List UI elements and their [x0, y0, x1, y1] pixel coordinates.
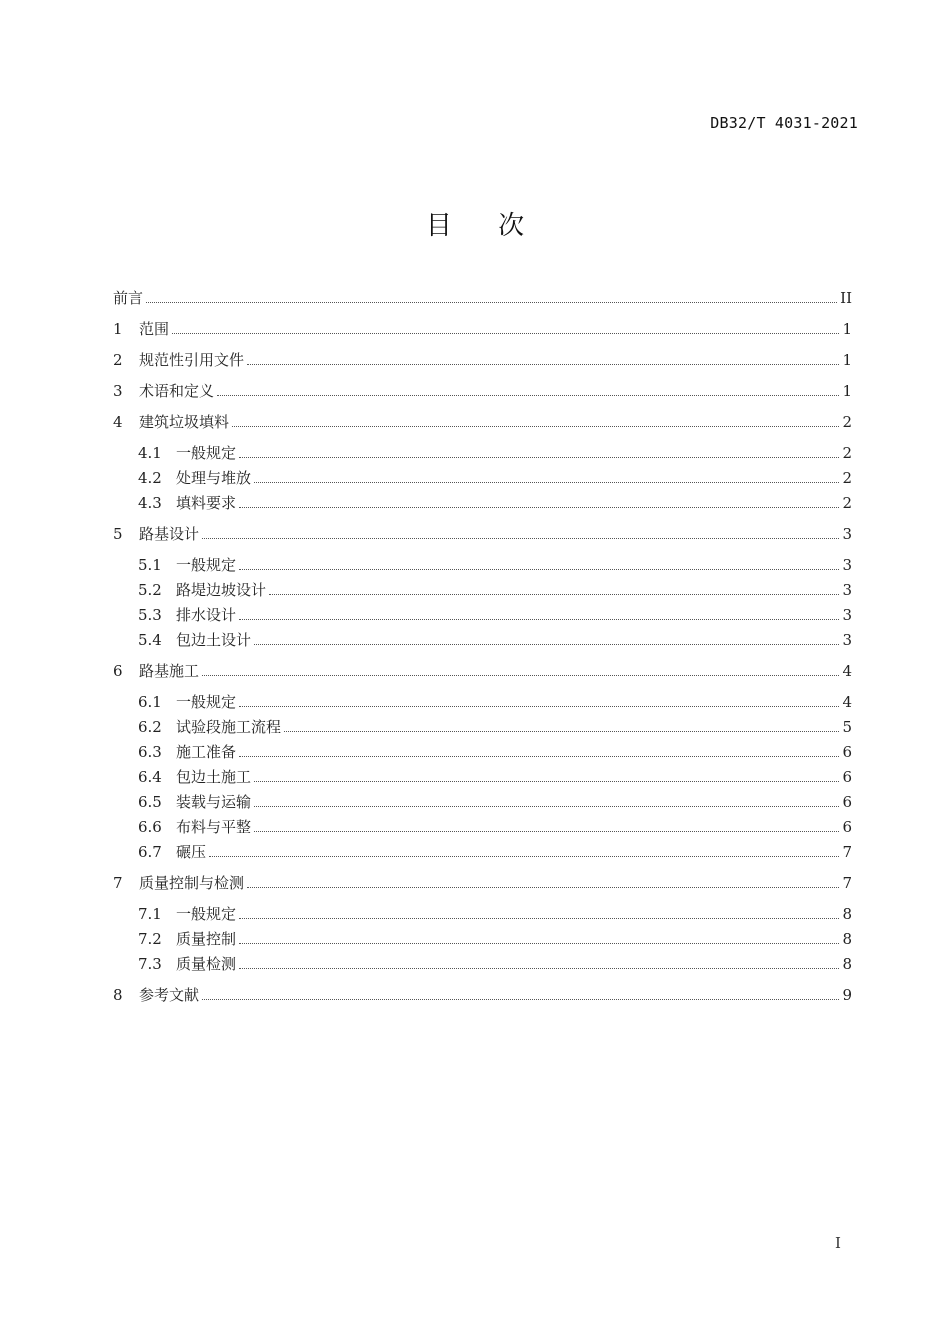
toc-entry-number: 7.2 — [138, 930, 162, 948]
toc-entry-label: 质量检测 — [176, 955, 237, 973]
toc-entry[interactable] — [138, 953, 852, 975]
toc-entry-number: 6.3 — [138, 743, 162, 761]
toc-entry-label: 一般规定 — [176, 693, 237, 711]
toc-entry-number: 6.2 — [138, 718, 162, 736]
toc-entry-page: 6 — [842, 743, 852, 761]
toc-entry-label: 试验段施工流程 — [176, 718, 282, 736]
toc-entry-number: 5 — [113, 525, 123, 543]
toc-entry[interactable] — [138, 791, 852, 813]
toc-entry-page: 4 — [842, 693, 852, 711]
toc-entry[interactable] — [138, 766, 852, 788]
toc-entry-number: 1 — [113, 320, 123, 338]
toc-entry-page: 7 — [842, 843, 852, 861]
toc-entry-label: 路基施工 — [139, 662, 200, 680]
toc-entry-number: 6.1 — [138, 693, 162, 711]
toc-entry-page: 8 — [842, 905, 852, 923]
toc-dot-leader — [254, 806, 839, 807]
toc-entry-page: 6 — [842, 818, 852, 836]
toc-entry-label: 建筑垃圾填料 — [139, 413, 230, 431]
toc-entry-page: 3 — [842, 525, 852, 543]
toc-dot-leader — [254, 781, 839, 782]
toc-dot-leader — [239, 569, 839, 570]
toc-entry-page: 8 — [842, 955, 852, 973]
toc-entry-page: 7 — [842, 874, 852, 892]
toc-dot-leader — [172, 333, 839, 334]
toc-entry[interactable] — [138, 691, 852, 713]
page-title-char-1: 目 — [425, 211, 452, 241]
toc-dot-leader — [239, 457, 839, 458]
toc-entry[interactable] — [138, 816, 852, 838]
toc-entry-number: 4 — [113, 413, 123, 431]
toc-entry[interactable] — [113, 523, 852, 545]
toc-dot-leader — [202, 675, 839, 676]
toc-entry-label: 包边土施工 — [176, 768, 252, 786]
toc-entry-page: 6 — [842, 793, 852, 811]
toc-entry-number: 7.1 — [138, 905, 162, 923]
toc-entry-label: 一般规定 — [176, 905, 237, 923]
toc-entry-page: 5 — [842, 718, 852, 736]
toc-entry-label: 排水设计 — [176, 606, 237, 624]
toc-dot-leader — [269, 594, 839, 595]
toc-entry-label: 质量控制 — [176, 930, 237, 948]
toc-entry-label: 参考文献 — [139, 986, 200, 1004]
toc-entry-number: 5.3 — [138, 606, 162, 624]
toc-entry-page: 2 — [842, 444, 852, 462]
toc-entry-label: 包边土设计 — [176, 631, 252, 649]
toc-entry-label: 一般规定 — [176, 556, 237, 574]
toc-dot-leader — [239, 706, 839, 707]
toc-entry-label: 范围 — [139, 320, 170, 338]
toc-entry-number: 3 — [113, 382, 123, 400]
toc-entry-page: 3 — [842, 606, 852, 624]
toc-entry-page: 1 — [842, 351, 852, 369]
toc-entry-page: 6 — [842, 768, 852, 786]
toc-entry-page: 2 — [842, 494, 852, 512]
toc-entry-number: 4.1 — [138, 444, 162, 462]
toc-entry-label: 碾压 — [176, 843, 207, 861]
toc-entry-number: 6.4 — [138, 768, 162, 786]
toc-entry-page: II — [840, 289, 852, 307]
toc-entry-number: 4.3 — [138, 494, 162, 512]
toc-dot-leader — [232, 426, 839, 427]
toc-entry-label: 装载与运输 — [176, 793, 252, 811]
toc-entry[interactable] — [113, 287, 852, 309]
toc-entry-label: 路基设计 — [139, 525, 200, 543]
toc-entry-number: 6.5 — [138, 793, 162, 811]
toc-entry-label: 路堤边坡设计 — [176, 581, 267, 599]
toc-entry[interactable] — [138, 741, 852, 763]
toc-entry-number: 7 — [113, 874, 123, 892]
toc-entry[interactable] — [113, 984, 852, 1006]
toc-entry-number: 6.6 — [138, 818, 162, 836]
toc-entry-label: 一般规定 — [176, 444, 237, 462]
toc-entry[interactable] — [138, 604, 852, 626]
toc-dot-leader — [284, 731, 839, 732]
toc-entry-label: 施工准备 — [176, 743, 237, 761]
toc-entry-label: 规范性引用文件 — [139, 351, 245, 369]
toc-entry[interactable] — [138, 928, 852, 950]
toc-entry-label: 填料要求 — [176, 494, 237, 512]
toc-dot-leader — [202, 999, 839, 1000]
toc-entry[interactable] — [138, 579, 852, 601]
toc-dot-leader — [239, 507, 839, 508]
toc-entry-label: 前言 — [113, 289, 144, 307]
toc-entry-number: 4.2 — [138, 469, 162, 487]
toc-entry-number: 5.4 — [138, 631, 162, 649]
toc-dot-leader — [146, 302, 837, 303]
toc-entry-page: 8 — [842, 930, 852, 948]
toc-entry-page: 1 — [842, 382, 852, 400]
toc-entry-number: 5.2 — [138, 581, 162, 599]
page-title-char-2: 次 — [498, 211, 525, 241]
page-number: I — [835, 1234, 841, 1252]
toc-entry[interactable] — [113, 318, 852, 340]
toc-dot-leader — [239, 756, 839, 757]
toc-dot-leader — [202, 538, 839, 539]
toc-entry-page: 2 — [842, 469, 852, 487]
toc-entry[interactable] — [113, 872, 852, 894]
toc-entry[interactable] — [138, 716, 852, 738]
toc-entry-number: 5.1 — [138, 556, 162, 574]
toc-entry-label: 处理与堆放 — [176, 469, 252, 487]
toc-entry[interactable] — [113, 349, 852, 371]
toc-entry-number: 7.3 — [138, 955, 162, 973]
standard-code: DB32/T 4031-2021 — [710, 114, 858, 132]
toc-entry[interactable] — [138, 841, 852, 863]
toc-entry[interactable] — [138, 492, 852, 514]
toc-entry-page: 9 — [842, 986, 852, 1004]
toc-dot-leader — [254, 831, 839, 832]
page-title — [0, 205, 950, 242]
toc-entry-page: 4 — [842, 662, 852, 680]
toc-dot-leader — [239, 619, 839, 620]
toc-dot-leader — [239, 943, 839, 944]
toc-entry[interactable] — [138, 442, 852, 464]
toc-entry-page: 3 — [842, 631, 852, 649]
toc-entry[interactable] — [138, 903, 852, 925]
toc-dot-leader — [247, 364, 839, 365]
toc-entry-page: 2 — [842, 413, 852, 431]
toc-entry[interactable] — [113, 380, 852, 402]
toc-dot-leader — [239, 968, 839, 969]
toc-entry-label: 布料与平整 — [176, 818, 252, 836]
toc-entry-label: 术语和定义 — [139, 382, 215, 400]
toc-dot-leader — [209, 856, 839, 857]
toc-entry-label: 质量控制与检测 — [139, 874, 245, 892]
toc-dot-leader — [254, 482, 839, 483]
toc-dot-leader — [239, 918, 839, 919]
toc-entry-number: 2 — [113, 351, 123, 369]
toc-entry-page: 1 — [842, 320, 852, 338]
toc-entry-number: 6.7 — [138, 843, 162, 861]
toc-entry[interactable] — [138, 629, 852, 651]
toc-dot-leader — [254, 644, 839, 645]
toc-dot-leader — [247, 887, 839, 888]
toc-entry-page: 3 — [842, 581, 852, 599]
toc-entry-number: 8 — [113, 986, 123, 1004]
toc-entry-page: 3 — [842, 556, 852, 574]
toc-entry[interactable] — [113, 411, 852, 433]
toc-entry[interactable] — [138, 467, 852, 489]
toc-entry-number: 6 — [113, 662, 123, 680]
toc-dot-leader — [217, 395, 839, 396]
toc-entry[interactable] — [138, 554, 852, 576]
toc-entry[interactable] — [113, 660, 852, 682]
